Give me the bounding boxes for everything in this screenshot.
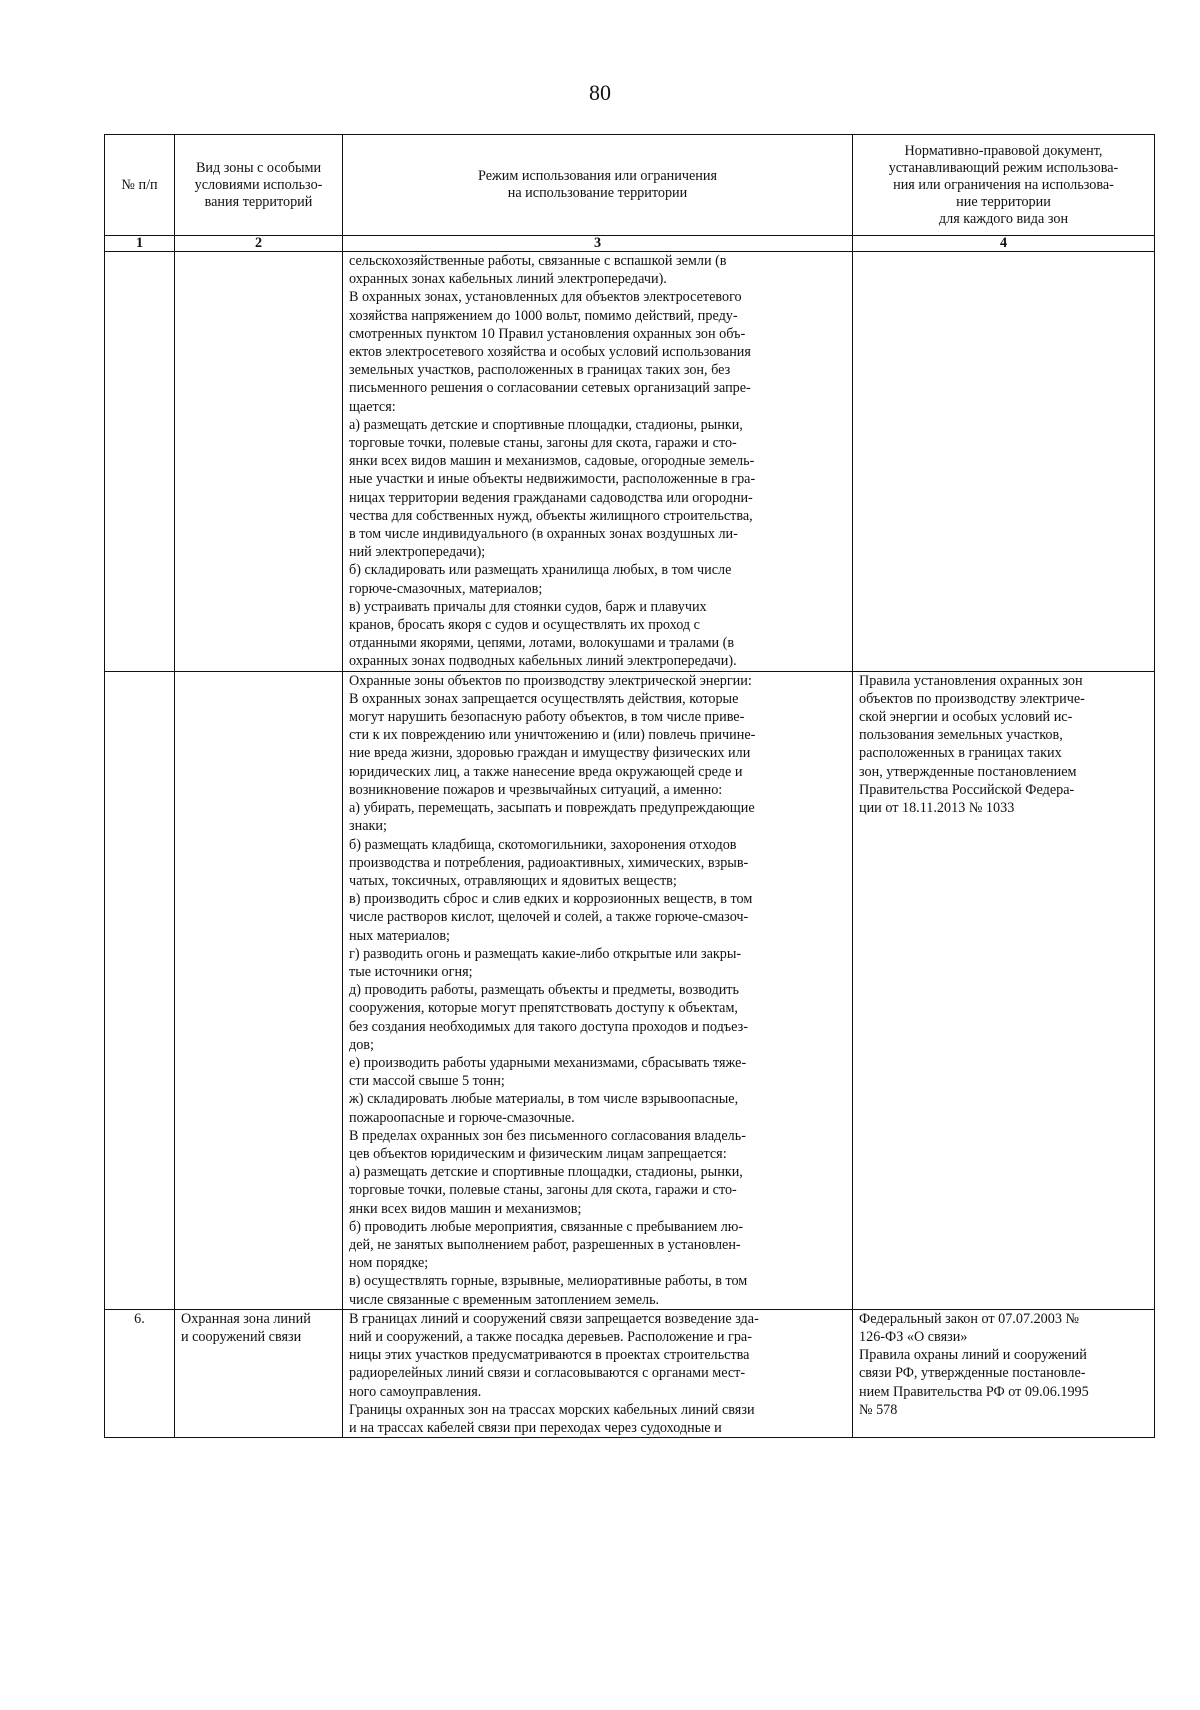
text-line: Правила установления охранных зон (859, 672, 1083, 689)
text-line: № п/п (121, 176, 158, 193)
text-line: ном порядке; (349, 1255, 429, 1272)
text-line: б) проводить любые мероприятия, связанные с пребыванием лю- (349, 1218, 744, 1235)
text-line: хозяйства напряжением до 1000 вольт, помимо действий, преду- (349, 307, 738, 324)
text-line: чатых, токсичных, отравляющих и ядовитых веществ; (349, 872, 677, 889)
text-line: Режим использования или ограничения (478, 168, 717, 184)
text-line: № 578 (859, 1401, 898, 1418)
row-number (105, 671, 175, 1309)
text-line: могут нарушить безопасную работу объектов, в том числе приве- (349, 709, 745, 726)
row-document (853, 1309, 1155, 1437)
text-line: пользования земельных участков, (859, 727, 1063, 744)
text-line: охранных зонах кабельных линий электропередачи). (349, 271, 667, 288)
text-line: ные участки и иные объекты недвижимости, расположенные в гра- (349, 471, 756, 488)
row-document (853, 671, 1155, 1309)
row-number: 6. (105, 1309, 175, 1437)
text-line: Правила охраны линий и сооружений (859, 1347, 1087, 1364)
text-line: а) убирать, перемещать, засыпать и повреждать предупреждающие (349, 800, 755, 817)
text-line: янки всех видов машин и механизмов, садовые, огородные земель- (349, 453, 755, 470)
text-line: юридических лиц, а также нанесение вреда окружающей среде и (349, 763, 743, 780)
text-line: Охранная зона линий (181, 1310, 311, 1327)
text-line: В охранных зонах запрещается осуществлять действия, которые (349, 690, 739, 707)
row-regime (343, 252, 853, 672)
text-line: в) устраивать причалы для стоянки судов, барж и плавучих (349, 598, 707, 615)
text-line: и сооружений связи (181, 1328, 302, 1345)
text-line: объектов по производству электриче- (859, 690, 1085, 707)
row-zone (175, 1309, 343, 1437)
header-document (853, 135, 1155, 236)
text-line: горюче-смазочных, материалов; (349, 580, 543, 597)
text-line: б) складировать или размещать хранилища любых, в том числе (349, 562, 732, 579)
text-line: Федеральный закон от 07.07.2003 № (859, 1310, 1080, 1327)
text-line: сти к их повреждению или уничтожению и (или) повлечь причине- (349, 727, 756, 744)
text-line: расположенных в границах таких (859, 745, 1062, 762)
text-line: дов; (349, 1036, 374, 1053)
text-line: г) разводить огонь и размещать какие-либо открытые или закры- (349, 945, 742, 962)
text-line: В пределах охранных зон без письменного согласования владель- (349, 1127, 746, 1144)
text-line: зон, утвержденные постановлением (859, 763, 1077, 780)
text-line: отданными якорями, цепями, лотами, волокушами и тралами (в (349, 635, 735, 652)
text-line: пожароопасные и горюче-смазочные. (349, 1109, 575, 1126)
column-number: 2 (175, 236, 343, 252)
column-number: 3 (343, 236, 853, 252)
table-row (105, 671, 1155, 1309)
text-line: кранов, бросать якоря с судов и осуществлять их проход с (349, 617, 700, 634)
header-num (105, 135, 175, 236)
text-line: числе растворов кислот, щелочей и солей, а также горюче-смазоч- (349, 909, 749, 926)
text-line: д) проводить работы, размещать объекты и предметы, возводить (349, 982, 739, 999)
text-line: охранных зонах подводных кабельных линий электропередачи). (349, 653, 737, 670)
page-number: 80 (589, 80, 611, 105)
text-line: возникновение пожаров и чрезвычайных ситуаций, а именно: (349, 781, 723, 798)
text-line: а) размещать детские и спортивные площадки, стадионы, рынки, (349, 1164, 743, 1181)
row-regime (343, 671, 853, 1309)
column-number: 4 (853, 236, 1155, 252)
text-line: смотренных пунктом 10 Правил установления охранных зон объ- (349, 325, 746, 342)
text-line: Охранные зоны объектов по производству электрической энергии: (349, 672, 752, 689)
text-line: Нормативно-правовой документ, (904, 142, 1103, 159)
text-line: ницах территории ведения гражданами садоводства или огородни- (349, 489, 753, 506)
row-zone (175, 252, 343, 672)
row-regime (343, 1309, 853, 1437)
text-line: нием Правительства РФ от 09.06.1995 (859, 1383, 1089, 1400)
row-number (105, 252, 175, 672)
text-line: вания территорий (204, 193, 313, 210)
text-line: ных материалов; (349, 927, 450, 944)
column-number: 1 (105, 236, 175, 252)
text-line: цев объектов юридическим и физическим лицам запрещается: (349, 1145, 727, 1162)
text-line: связи РФ, утвержденные постановле- (859, 1365, 1086, 1382)
text-line: Границы охранных зон на трассах морских кабельных линий связи (349, 1401, 755, 1418)
text-line: для каждого вида зон (938, 210, 1069, 227)
text-line: б) размещать кладбища, скотомогильники, захоронения отходов (349, 836, 737, 853)
column-number-row (105, 236, 1155, 252)
text-line: знаки; (349, 818, 387, 835)
row-zone (175, 671, 343, 1309)
text-line: условиями использо- (194, 176, 323, 193)
text-line: земельных участков, расположенных в границах таких зон, без (349, 362, 731, 379)
text-line: торговые точки, полевые станы, загоны для скота, гаражи и сто- (349, 1182, 737, 1199)
text-line: сооружения, которые могут препятствовать доступу к объектам, (349, 1000, 738, 1017)
text-line: ния или ограничения на использова- (893, 176, 1114, 193)
text-line: радиорелейных линий связи и согласовываются с органами мест- (349, 1365, 746, 1382)
text-line: чества для собственных нужд, объекты жилищного строительства, (349, 507, 753, 524)
text-line: письменного решения о согласовании сетевых организаций запре- (349, 380, 751, 397)
text-line: производства и потребления, радиоактивных, химических, взрыв- (349, 854, 749, 871)
text-line: 126-ФЗ «О связи» (859, 1328, 968, 1345)
text-line: числе связанные с временным затоплением земель. (349, 1291, 660, 1308)
text-line: а) размещать детские и спортивные площадки, стадионы, рынки, (349, 416, 743, 433)
header-zone-type (175, 135, 343, 236)
text-line: янки всех видов машин и механизмов; (349, 1200, 582, 1217)
text-line: в) осуществлять горные, взрывные, мелиоративные работы, в том (349, 1273, 748, 1290)
text-line: ции от 18.11.2013 № 1033 (859, 800, 1015, 817)
text-line: тые источники огня; (349, 963, 473, 980)
text-line: ницы этих участков предусматриваются в проектах строительства (349, 1347, 750, 1364)
zones-table (104, 134, 1155, 1438)
text-line: ние территории (956, 193, 1051, 210)
text-line: сти массой свыше 5 тонн; (349, 1073, 505, 1090)
text-line: В охранных зонах, установленных для объектов электросетевого (349, 289, 742, 306)
header-row (105, 135, 1155, 236)
header-regime (343, 135, 853, 236)
text-line: Правительства Российской Федера- (859, 781, 1075, 798)
text-line: ний и сооружений, а также посадка деревьев. Расположение и гра- (349, 1328, 752, 1345)
text-line: ний электропередачи); (349, 544, 486, 561)
text-line: в том числе индивидуального (в охранных зонах воздушных ли- (349, 526, 738, 543)
table-row (105, 1309, 1155, 1437)
text-line: и на трассах кабелей связи при переходах через судоходные и (349, 1420, 722, 1436)
text-line: в) производить сброс и слив едких и коррозионных веществ, в том (349, 891, 753, 908)
text-line: сельскохозяйственные работы, связанные с вспашкой земли (в (349, 253, 727, 269)
text-line: торговые точки, полевые станы, загоны для скота, гаражи и сто- (349, 435, 737, 452)
text-line: е) производить работы ударными механизмами, сбрасывать тяже- (349, 1054, 747, 1071)
text-line: дей, не занятых выполнением работ, разрешенных в установлен- (349, 1236, 741, 1253)
text-line: В границах линий и сооружений связи запрещается возведение зда- (349, 1310, 759, 1327)
text-line: устанавливающий режим использова- (888, 159, 1119, 176)
text-line: ного самоуправления. (349, 1383, 482, 1400)
table-row (105, 252, 1155, 672)
text-line: щается: (349, 398, 396, 415)
text-line: ж) складировать любые материалы, в том числе взрывоопасные, (349, 1091, 739, 1108)
text-line: ской энергии и особых условий ис- (859, 709, 1073, 726)
row-document (853, 252, 1155, 672)
text-line: на использование территории (507, 185, 688, 201)
text-line: Вид зоны с особыми (195, 159, 322, 176)
text-line: ние вреда жизни, здоровью граждан и имуществу физических или (349, 745, 751, 762)
text-line: ектов электросетевого хозяйства и особых условий использования (349, 344, 751, 361)
text-line: без создания необходимых для такого доступа проходов и подъез- (349, 1018, 748, 1035)
